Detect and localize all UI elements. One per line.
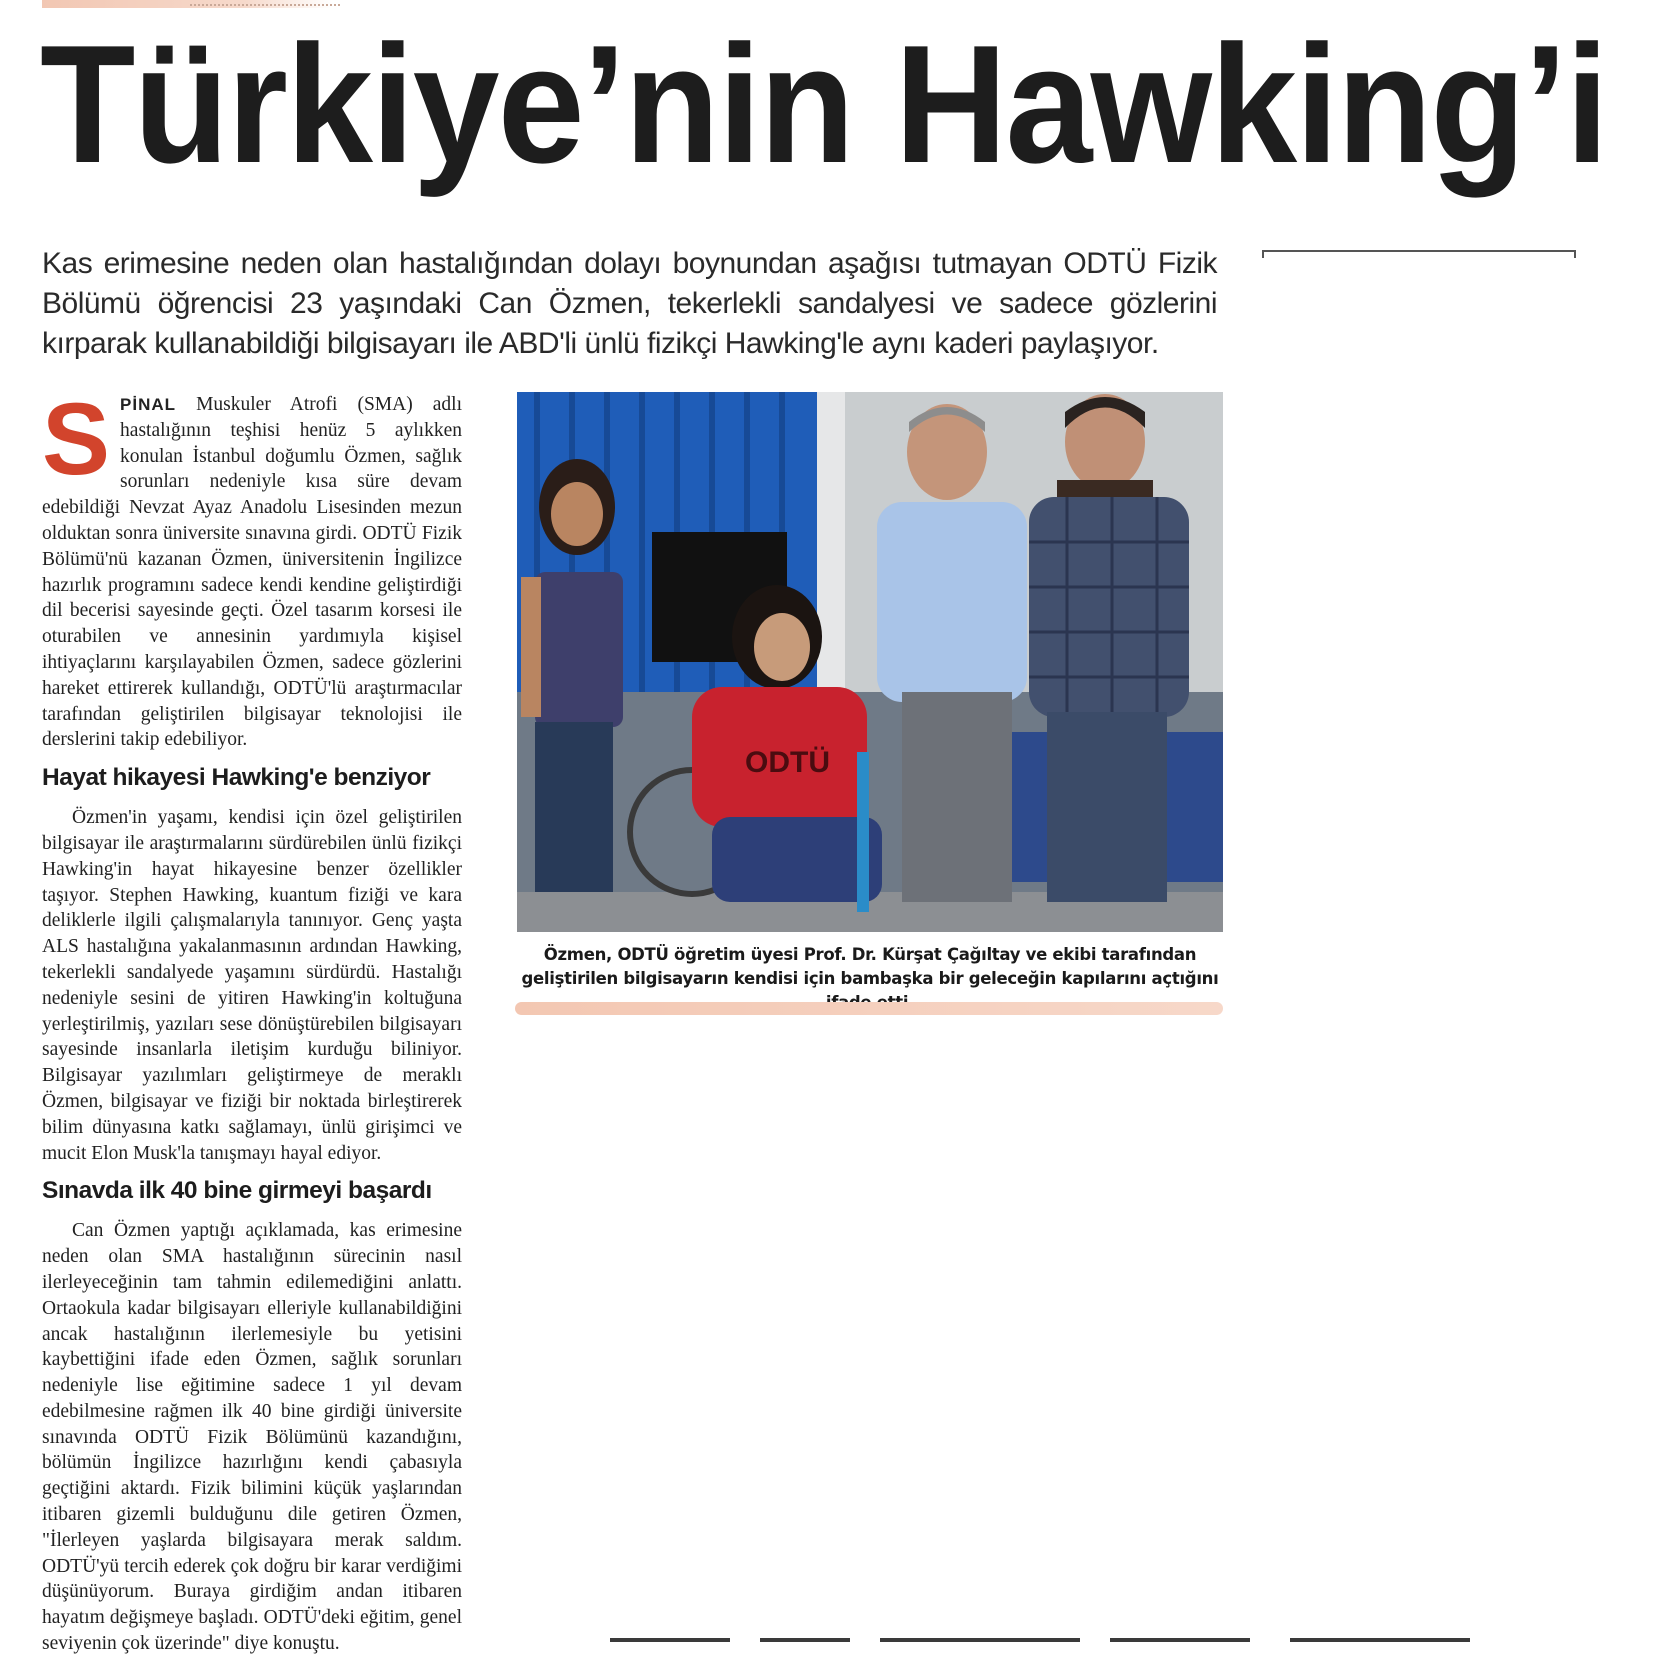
intro-paragraph xyxy=(42,382,462,753)
body-paragraph-2: Özmen'in yaşamı, kendisi için özel geliştirilen bilgisayar ile araştırmalarını sürdürebilen ünlü fizikçi Hawking'in hayat hikayesine benzer özellikler taşıyor. Stephen Hawking, kuantum fiziği ve kara deliklerle ilgili çalışmalarıyla tanınıyor. Genç yaşta ALS hastalığına yakalanmasının ardından Hawking, tekerlekli sandalyede yaşamını sürdürdü. Hastalığı nedeniyle sesini de yitiren Hawking'in koltuğuna yerleştirilmiş, yazıları sese dönüştürebilen bilgisayarı sayesinde insanlarla iletişim kurduğu biliniyor. Bilgisayar yazılımları geliştirmeye de meraklı Özmen, bilgisayar ve fiziği bir noktada birleştirerek bilim dünyasına katkı sağlamayı, ünlü girişimci ve mucit Elon Musk'la tanışmayı hayal ediyor. xyxy=(42,807,462,1164)
intro-text: Muskuler Atrofi (SMA) adlı hastalığının teşhisi henüz 5 aylıkken konulan İstanbul doğumlu Özmen, sağlık sorunları nedeniyle kısa süre devam edebildiği Nevzat Ayaz Anadolu Lisesinden mezun olduktan sonra üniversite sınavına girdi. ODTÜ Fizik Bölümü'nü kazanan Özmen, üniversitenin İngilizce hazırlık programını sadece kendi kendine geliştirdiği dil becerisi sayesinde geçti. Özel tasarım korsesi ile oturabilen ve annesinin yardımıyla kişisel ihtiyaçlarını karşılayabilen Özmen, sadece gözlerini hareket ettirerek kullandığı, ODTÜ'lü araştırmacılar tarafından geliştirilen bilgisayar teknolojisi ile derslerini takip edebiliyor. xyxy=(42,394,462,751)
caption-accent-bar xyxy=(515,1002,1223,1015)
top-dotted-line xyxy=(190,4,340,6)
subhead-hawking: Hayat hikayesi Hawking'e benziyor xyxy=(42,764,431,792)
bottom-dash xyxy=(880,1638,1080,1642)
bottom-dash xyxy=(610,1638,730,1642)
headline: Türkiye’nin Hawking’i xyxy=(40,10,1608,198)
body-paragraph-3: Can Özmen yaptığı açıklamada, kas erimesine neden olan SMA hastalığının sürecinin nasıl ilerleyeceğinin tam tahmin edilemediğini anlattı. Ortaokula kadar bilgisayarı elleriyle kullanabildiğini ancak hastalığının ilerlemesiyle bu yetisini kaybettiğini ifade eden Özmen, sağlık sorunları nedeniyle lise eğitimine sadece 1 yıl devam edebilmesine rağmen ilk 40 bine girdiği üniversite sınavında ODTÜ Fizik Bölümünü kazandığını, bölümün İngilizce hazırlığını kendi çabasıyla geçtiğini aktardı. Fizik bilimini küçük yaşlarından itibaren gizemli bulduğunu dile getiren Özmen, "İlerleyen yaşlarda bilgisayara merak saldım. ODTÜ'yü tercih ederek çok doğru bir karar verdiğimi düşünüyorum. Buraya girdiğim andan itibaren hayatım değişmeye başladı. ODTÜ'deki eğitim, genel seviyenin çok üzerinde" diye konuştu. xyxy=(42,1220,462,1655)
subhead-exam: Sınavda ilk 40 bine girmeyi başardı xyxy=(42,1177,432,1205)
sweatshirt-print: ODTÜ xyxy=(745,746,830,779)
drop-cap: S xyxy=(42,382,111,496)
article-body xyxy=(42,382,462,1657)
bottom-dash xyxy=(1110,1638,1250,1642)
bottom-dash xyxy=(760,1638,850,1642)
bottom-dash xyxy=(1290,1638,1470,1642)
side-rule xyxy=(1262,250,1576,258)
news-photo xyxy=(517,392,1223,932)
lead-word: PİNAL xyxy=(120,395,177,414)
deck-summary: Kas erimesine neden olan hastalığından dolayı boynundan aşağısı tutmayan ODTÜ Fizik Bölümü öğrencisi 23 yaşındaki Can Özmen, tekerlekli sandalyesi ve sadece gözlerini kırparak kullanabildiği bilgisayarı ile ABD'li ünlü fizikçi Hawking'le aynı kaderi paylaşıyor. xyxy=(42,247,1217,360)
photo-caption: Özmen, ODTÜ öğretim üyesi Prof. Dr. Kürşat Çağıltay ve ekibi tarafından geliştirilen bilgisayarın kendisi için bambaşka bir geleceğin kapılarını açtığını xyxy=(521,945,1219,988)
photo-illustration xyxy=(517,392,1223,932)
